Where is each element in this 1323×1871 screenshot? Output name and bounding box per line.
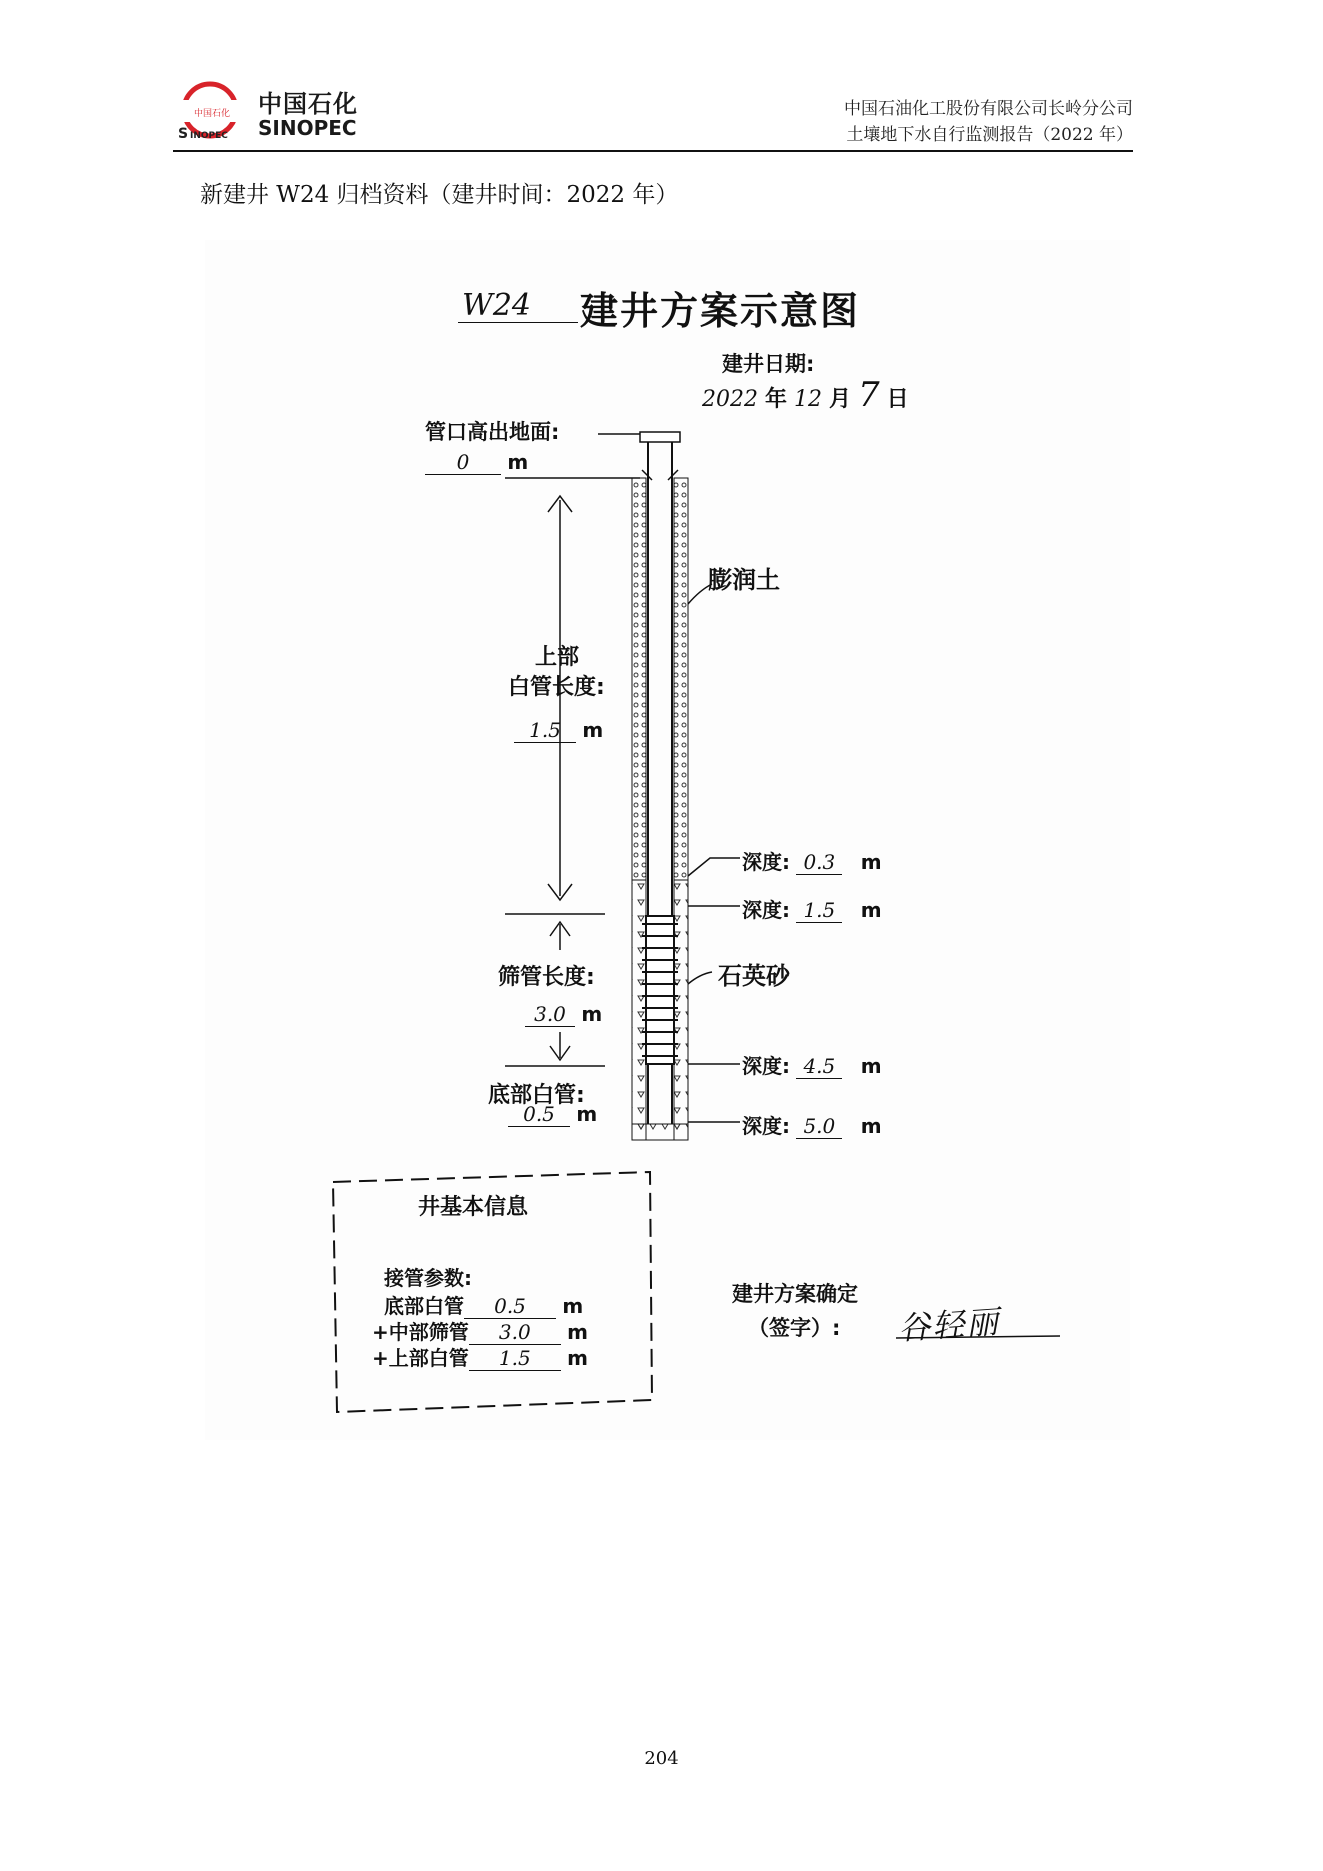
- depth-value-3: 4.5: [796, 1054, 842, 1079]
- info-upper-pipe-label: +上部白管: [372, 1346, 469, 1370]
- casing-height-value: 0: [425, 450, 501, 475]
- upper-pipe-label-2: 白管长度:: [508, 675, 605, 700]
- surface-lines: [505, 434, 640, 1066]
- depth-value-1: 0.3: [796, 850, 842, 875]
- header-company: 中国石油化工股份有限公司长岭分公司: [844, 99, 1133, 119]
- depth-unit: m: [860, 1114, 882, 1138]
- build-date-label: 建井日期:: [722, 352, 815, 376]
- screen-length-label: 筛管长度:: [498, 965, 595, 990]
- depth-value-4: 5.0: [796, 1114, 842, 1139]
- depth-value-2: 1.5: [796, 898, 842, 923]
- info-middle-screen-value: 3.0: [469, 1320, 561, 1345]
- info-unit: m: [562, 1294, 584, 1318]
- build-date-year: 2022: [702, 387, 758, 412]
- svg-text:中国石化: 中国石化: [193, 109, 231, 119]
- info-row-upper-pipe: [372, 1342, 588, 1371]
- svg-text:INOPEC: INOPEC: [190, 131, 228, 141]
- info-row-bottom-pipe: [384, 1290, 583, 1319]
- logo-cn-text: 中国石化: [258, 90, 358, 118]
- scheme-title: 建井方案示意图: [580, 289, 861, 333]
- bentonite-left: [632, 478, 646, 880]
- page-caption: 新建井 W24 归档资料（建井时间：2022 年）: [200, 182, 679, 208]
- upper-pipe-value: 1.5: [514, 718, 576, 743]
- well-id-handwritten: W24: [462, 288, 532, 323]
- build-date-year-unit: 年: [765, 387, 788, 412]
- quartz-sand-left: [632, 880, 646, 1140]
- bottom-pipe-value: 0.5: [508, 1102, 570, 1127]
- depth-label: 深度:: [742, 850, 790, 874]
- depth-label: 深度:: [742, 898, 790, 922]
- header-report-title: 土壤地下水自行监测报告（2022 年）: [846, 125, 1133, 145]
- bottom-pipe-label: 底部白管:: [488, 1083, 585, 1108]
- build-date-month: 12: [794, 387, 823, 412]
- handwritten-signature: 谷轻丽: [896, 1302, 1002, 1348]
- screen-length-unit: m: [581, 1002, 603, 1026]
- info-bottom-pipe-value: 0.5: [464, 1294, 556, 1319]
- casing-height-label: 管口高出地面:: [425, 420, 560, 444]
- casing-cap: [640, 432, 680, 442]
- screen-length-value: 3.0: [525, 1002, 575, 1027]
- page-number: 204: [644, 1748, 679, 1769]
- quartz-sand-right: [674, 880, 688, 1140]
- quartz-sand-label: 石英砂: [718, 962, 790, 990]
- screen-section: [642, 916, 678, 1064]
- signature-label-1: 建井方案确定: [732, 1282, 858, 1306]
- info-bottom-pipe-label: 底部白管: [384, 1294, 464, 1318]
- bottom-pipe-unit: m: [576, 1102, 598, 1126]
- depth-unit: m: [860, 898, 882, 922]
- info-row-middle-screen: [372, 1316, 588, 1345]
- bentonite-right: [674, 478, 688, 880]
- logo-en-text: SINOPEC: [258, 116, 357, 140]
- bentonite-label: 膨润土: [708, 566, 780, 594]
- info-unit: m: [567, 1320, 588, 1344]
- upper-pipe-label-1: 上部: [535, 645, 580, 670]
- quartz-sand-leader: [688, 972, 712, 984]
- build-date-day-unit: 日: [886, 387, 909, 412]
- info-middle-screen-label: +中部筛管: [372, 1320, 469, 1344]
- casing-height-unit: m: [507, 450, 529, 474]
- quartz-sand-bottom: [632, 1124, 688, 1140]
- signature-label-2: （签字）:: [748, 1316, 841, 1340]
- depth-unit: m: [860, 1054, 882, 1078]
- info-upper-pipe-value: 1.5: [469, 1346, 561, 1371]
- build-date-day: 7: [858, 375, 880, 415]
- svg-text:S: S: [178, 126, 189, 142]
- build-date-month-unit: 月: [829, 387, 852, 412]
- depth-label: 深度:: [742, 1114, 790, 1138]
- depth-1-leader: [688, 858, 740, 876]
- info-unit: m: [567, 1346, 588, 1370]
- upper-pipe-unit: m: [582, 718, 604, 742]
- info-box-title: 井基本信息: [418, 1195, 529, 1220]
- bentonite-leader: [688, 584, 712, 604]
- params-label: 接管参数:: [384, 1266, 472, 1290]
- depth-label: 深度:: [742, 1054, 790, 1078]
- depth-unit: m: [860, 850, 882, 874]
